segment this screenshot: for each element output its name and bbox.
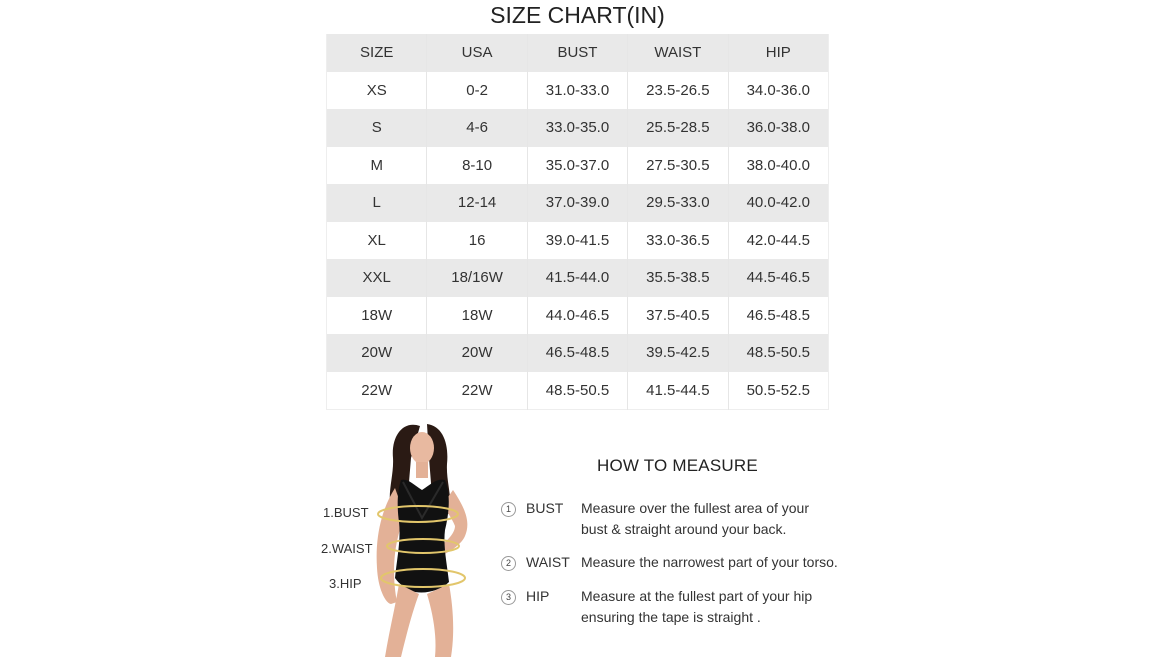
table-cell-bust: 31.0-33.0 xyxy=(527,72,627,110)
table-cell-waist: 39.5-42.5 xyxy=(628,334,728,372)
table-row xyxy=(327,334,829,372)
table-cell-usa: 22W xyxy=(427,372,527,410)
waist-label: WAIST xyxy=(526,554,570,570)
callout-waist: 2.WAIST xyxy=(321,541,373,556)
table-cell-bust: 44.0-46.5 xyxy=(527,297,627,335)
table-row xyxy=(327,259,829,297)
bust-description-line1: Measure over the fullest area of your xyxy=(581,500,810,516)
table-row xyxy=(327,147,829,185)
table-cell-size: M xyxy=(327,147,427,185)
table-cell-size: 22W xyxy=(327,372,427,410)
table-cell-waist: 37.5-40.5 xyxy=(628,297,728,335)
waist-description-line1: Measure the narrowest part of your torso. xyxy=(581,554,838,570)
hip-description-line1: Measure at the fullest part of your hip xyxy=(581,588,813,604)
table-cell-usa: 18W xyxy=(427,297,527,335)
table-cell-hip: 42.0-44.5 xyxy=(728,222,828,260)
table-cell-bust: 41.5-44.0 xyxy=(527,259,627,297)
table-cell-waist: 41.5-44.5 xyxy=(628,372,728,410)
waist-number-badge: 2 xyxy=(501,556,516,571)
table-row xyxy=(327,222,829,260)
header-size: SIZE xyxy=(327,34,427,72)
table-cell-hip: 38.0-40.0 xyxy=(728,147,828,185)
table-cell-size: XL xyxy=(327,222,427,260)
table-cell-usa: 20W xyxy=(427,334,527,372)
callout-bust: 1.BUST xyxy=(323,505,369,520)
table-cell-usa: 12-14 xyxy=(427,184,527,222)
table-cell-waist: 29.5-33.0 xyxy=(628,184,728,222)
hip-label: HIP xyxy=(526,588,550,604)
table-row xyxy=(327,109,829,147)
header-waist: WAIST xyxy=(628,34,728,72)
header-bust: BUST xyxy=(527,34,627,72)
bust-label: BUST xyxy=(526,500,564,516)
size-chart-table xyxy=(326,34,829,410)
table-cell-usa: 18/16W xyxy=(427,259,527,297)
table-cell-size: 20W xyxy=(327,334,427,372)
table-row xyxy=(327,297,829,335)
hip-description-line2: ensuring the tape is straight . xyxy=(581,609,761,625)
table-cell-usa: 0-2 xyxy=(427,72,527,110)
table-cell-hip: 44.5-46.5 xyxy=(728,259,828,297)
table-row xyxy=(327,372,829,410)
table-cell-bust: 37.0-39.0 xyxy=(527,184,627,222)
table-cell-bust: 35.0-37.0 xyxy=(527,147,627,185)
table-cell-bust: 33.0-35.0 xyxy=(527,109,627,147)
table-cell-bust: 39.0-41.5 xyxy=(527,222,627,260)
table-cell-waist: 33.0-36.5 xyxy=(628,222,728,260)
bust-description-line2: bust & straight around your back. xyxy=(581,521,787,537)
table-cell-size: S xyxy=(327,109,427,147)
table-cell-bust: 46.5-48.5 xyxy=(527,334,627,372)
how-to-measure-title: HOW TO MEASURE xyxy=(597,456,758,475)
table-cell-size: XXL xyxy=(327,259,427,297)
table-cell-hip: 36.0-38.0 xyxy=(728,109,828,147)
table-row xyxy=(327,184,829,222)
table-cell-usa: 4-6 xyxy=(427,109,527,147)
model-figure xyxy=(315,418,505,657)
table-cell-usa: 8-10 xyxy=(427,147,527,185)
table-cell-hip: 40.0-42.0 xyxy=(728,184,828,222)
table-header-row xyxy=(327,34,829,72)
table-cell-waist: 23.5-26.5 xyxy=(628,72,728,110)
hip-number-badge: 3 xyxy=(501,590,516,605)
table-cell-hip: 46.5-48.5 xyxy=(728,297,828,335)
table-cell-waist: 27.5-30.5 xyxy=(628,147,728,185)
table-cell-bust: 48.5-50.5 xyxy=(527,372,627,410)
bust-number-badge: 1 xyxy=(501,502,516,517)
table-cell-waist: 25.5-28.5 xyxy=(628,109,728,147)
callout-hip: 3.HIP xyxy=(329,576,362,591)
table-cell-hip: 48.5-50.5 xyxy=(728,334,828,372)
table-cell-hip: 50.5-52.5 xyxy=(728,372,828,410)
header-usa: USA xyxy=(427,34,527,72)
table-cell-size: XS xyxy=(327,72,427,110)
table-cell-usa: 16 xyxy=(427,222,527,260)
size-chart-title: SIZE CHART(IN) xyxy=(490,2,665,28)
table-cell-size: 18W xyxy=(327,297,427,335)
table-cell-waist: 35.5-38.5 xyxy=(628,259,728,297)
table-cell-size: L xyxy=(327,184,427,222)
table-row xyxy=(327,72,829,110)
header-hip: HIP xyxy=(728,34,828,72)
table-cell-hip: 34.0-36.0 xyxy=(728,72,828,110)
